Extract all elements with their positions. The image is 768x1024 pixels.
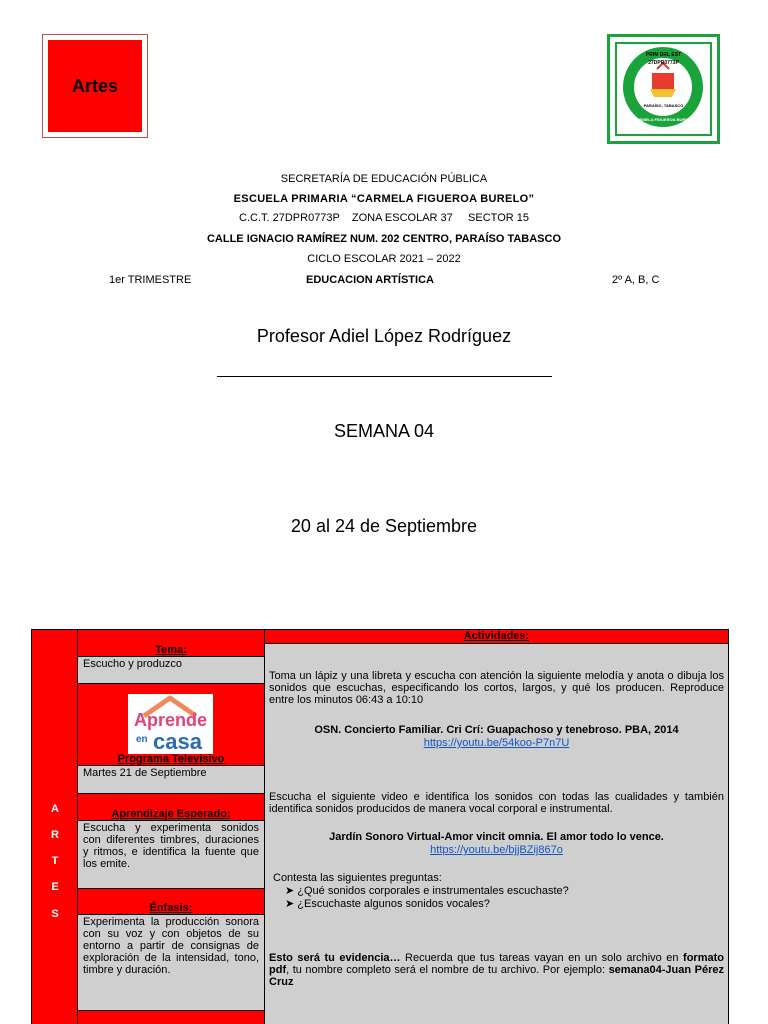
tema-value: Escucho y produzco [83, 658, 183, 670]
header-ciclo: CICLO ESCOLAR 2021 – 2022 [307, 253, 461, 265]
artes-label: Artes [48, 40, 142, 132]
week-title: SEMANA 04 [333, 421, 435, 441]
aprende-en-casa-logo [128, 694, 213, 754]
side-letter: T [51, 855, 59, 867]
actividades-column [265, 630, 728, 1024]
programa-cell [78, 766, 264, 794]
logo-en-text: en [136, 734, 148, 745]
enfasis-cell [78, 915, 264, 1011]
side-letter: E [51, 881, 59, 893]
header-cct: C.C.T. 27DPR0773P ZONA ESCOLAR 37 SECTOR 15 [239, 212, 529, 224]
enfasis-header [78, 889, 264, 915]
tema-header [78, 630, 264, 657]
header-direccion: CALLE IGNACIO RAMÍREZ NUM. 202 CENTRO, PARAÍSO TABASCO [206, 233, 562, 245]
header-secretaria: SECRETARÍA DE EDUCACIÓN PÚBLICA [280, 173, 488, 185]
seal-top-text: PRIM DRL EST [645, 52, 682, 58]
evidence-paragraph [269, 952, 724, 988]
trimestre-label: 1er TRIMESTRE [109, 274, 192, 286]
info-column [78, 630, 265, 1024]
video-link-2[interactable]: https://youtu.be/bjjBZij867o [430, 844, 563, 856]
arrow-bullet-icon: ➤ [285, 885, 298, 897]
logo-casa-text: casa [153, 729, 202, 754]
activity-paragraph-1: Toma un lápiz y una libreta y escucha con atención la siguiente melodía y anota o dibuja los sonidos que escuchas, especificando los cortos, largos, y qué los producen. Reproduce entre los minutos 06:43 a 10:10 [269, 670, 724, 706]
enfasis-label: Énfasis: [149, 902, 193, 914]
seal-city: PARAÍSO, TABASCO [643, 103, 684, 108]
video-link-2-row [269, 844, 724, 856]
lesson-plan-table [31, 629, 729, 1024]
seal-ring-text: CARMELA FIGUEROA BURELO [633, 117, 694, 122]
tema-cell [78, 657, 264, 684]
grupos-label: 2º A, B, C [612, 274, 660, 286]
signature-line [217, 376, 552, 377]
question-2-text: ¿Escuchaste algunos sonidos vocales? [297, 898, 490, 910]
seal-code: 27DPR0773P [648, 60, 679, 66]
evidence-lead: Esto será tu evidencia… [269, 952, 401, 964]
video-link-1[interactable]: https://youtu.be/54koo-P7n7U [423, 737, 570, 749]
side-column [32, 630, 78, 1024]
programa-value: Martes 21 de Septiembre [83, 767, 207, 779]
aprendizaje-header [78, 794, 264, 821]
tema-label: Tema: [155, 644, 187, 656]
header-escuela: ESCUELA PRIMARIA “CARMELA FIGUEROA BURELO” [233, 193, 535, 205]
aprendizaje-cell [78, 821, 264, 889]
materia-label: EDUCACION ARTÍSTICA [306, 274, 434, 286]
question-1-text: ¿Qué sonidos corporales e instrumentales escuchaste? [297, 885, 569, 897]
programa-header [78, 684, 264, 766]
aprendizaje-value: Escucha y experimenta sonidos con diferentes timbres, duraciones y ritmos, e identifica la fuente que los emite. [83, 822, 259, 870]
evidence-example: semana04-Juan Pérez Cruz [269, 964, 724, 988]
video-title-1: OSN. Concierto Familiar. Cri Crí: Guapachoso y tenebroso. PBA, 2014 [314, 724, 679, 736]
arrow-bullet-icon: ➤ [285, 898, 298, 910]
school-seal-logo [607, 34, 720, 144]
professor-name: Profesor Adiel López Rodríguez [256, 326, 512, 346]
side-letter: A [51, 803, 59, 815]
questions-intro: Contesta las siguientes preguntas: [273, 872, 442, 884]
artes-badge [42, 34, 148, 138]
side-letter: S [51, 908, 59, 920]
evidence-format: formato pdf [269, 952, 724, 976]
programa-label: Programa Televisivo [117, 753, 225, 765]
aprendizaje-label: Aprendizaje Esperado: [111, 808, 231, 820]
actividades-label: Actividades: [265, 630, 728, 644]
evidence-text-2: , tu nombre completo será el nombre de tu archivo. Por ejemplo: [286, 964, 609, 976]
video-title-2: Jardín Sonoro Virtual-Amor vincit omnia. El amor todo lo vence. [329, 831, 664, 843]
date-range: 20 al 24 de Septiembre [290, 516, 478, 536]
enfasis-value: Experimenta la producción sonora con su voz y con objetos de su entorno a partir de consignas de exploración de la intensidad, tono, timbre y duración. [83, 916, 259, 976]
next-section-header [78, 1011, 264, 1024]
activity-paragraph-2: Escucha el siguiente video e identifica los sonidos con todas las cualidades y también identifica sonidos producidos de manera vocal corporal e instrumental. [269, 791, 724, 815]
logo-aprende-text: Aprende [133, 710, 207, 730]
question-1 [285, 885, 569, 897]
evidence-text-1: Recuerda que tus tareas vayan en un solo archivo en [400, 952, 684, 964]
question-2 [285, 898, 490, 910]
video-link-1-row [269, 737, 724, 749]
side-letter: R [51, 829, 59, 841]
